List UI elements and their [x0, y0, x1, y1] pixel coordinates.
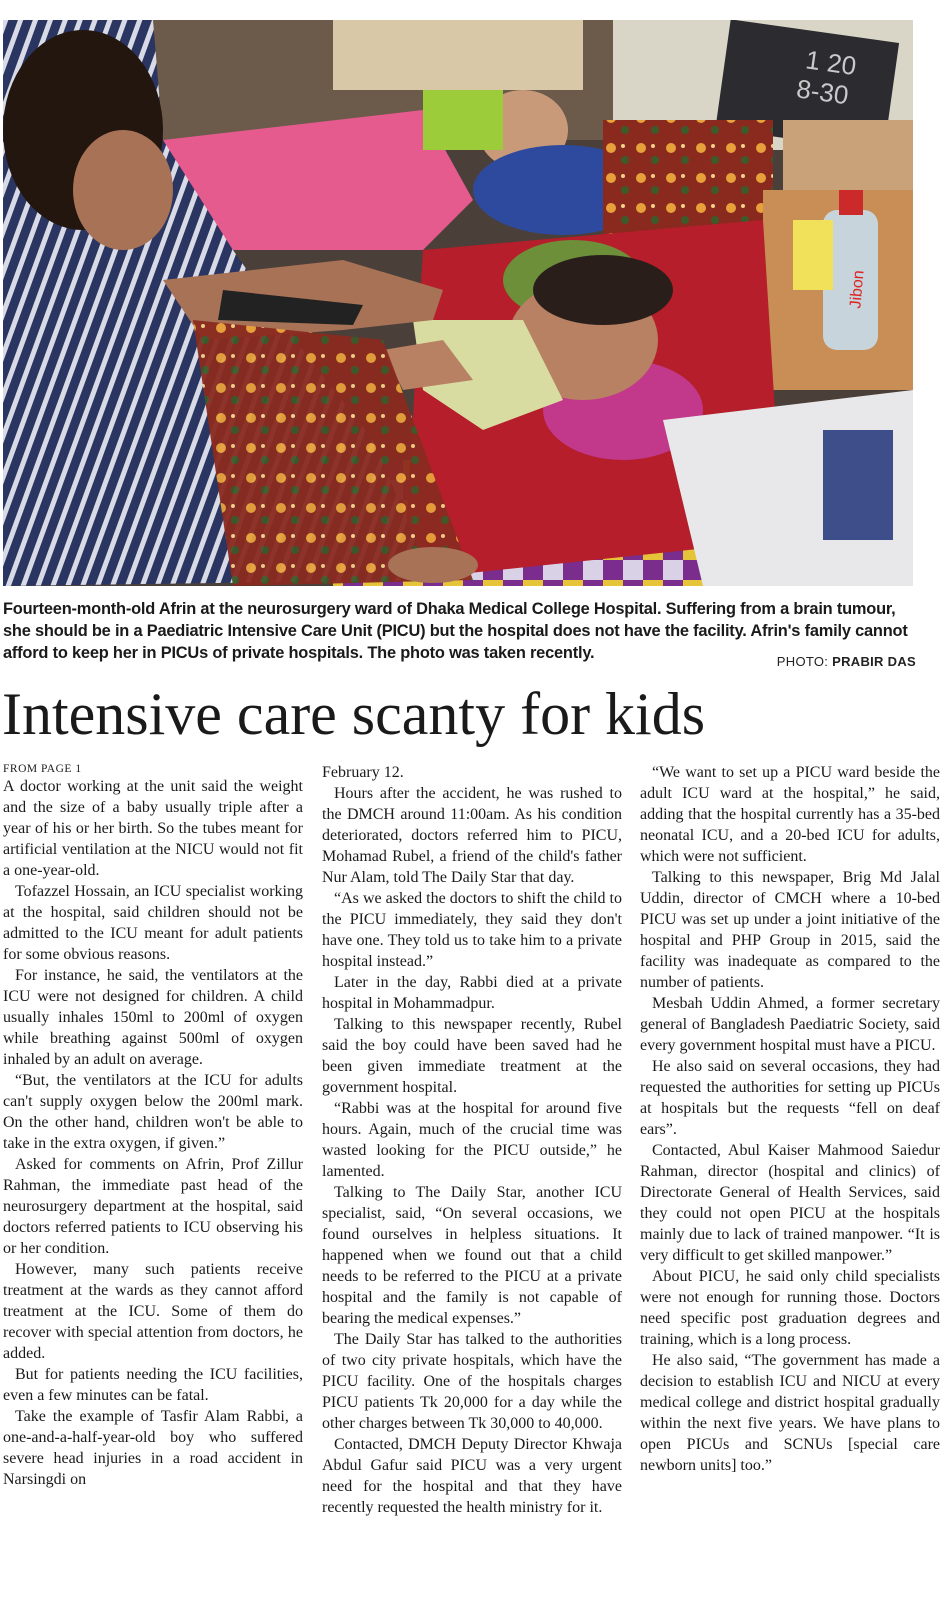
paragraph: Take the example of Tasfir Alam Rabbi, a one-and-a-half-year-old boy who suffered severe head injuries in a road accident in Narsingdi on: [3, 1408, 303, 1488]
paragraph: Talking to this newspaper recently, Rubel said the boy could have been saved had he been given immediate treatment at the government hospital.: [322, 1016, 622, 1096]
pack-text-1: 1 20: [803, 44, 859, 82]
paragraph: Talking to The Daily Star, another ICU specialist, said, “On several occasions, we found ourselves in helpless situations. It happened when we found out that a child needs to be referred to the PICU at a private hospital and the family is not capable of bearing the medical expenses.”: [322, 1184, 622, 1327]
paragraph: Later in the day, Rabbi died at a private hospital in Mohammadpur.: [322, 974, 622, 1012]
paragraph: He also said on several occasions, they had requested the authorities for setting up PICUs at hospitals but the requests “fell on deaf ears”.: [640, 1058, 940, 1138]
paragraph: He also said, “The government has made a decision to establish ICU and NICU at every medical college and district hospital gradually within the next five years. We have plans to open PICUs and SCNUs [special care newborn units] too.”: [640, 1352, 940, 1474]
paragraph: Hours after the accident, he was rushed to the DMCH around 11:00am. As his condition deteriorated, doctors referred him to PICU, Mohamad Rubel, a friend of the child's father Nur Alam, told The Daily Star that day.: [322, 785, 622, 886]
paragraph: Talking to this newspaper, Brig Md Jalal Uddin, director of CMCH where a 10-bed PICU was set up under a joint initiative of the hospital and PHP Group in 2015, said the facility was inadequate as compared to the number of patients.: [640, 869, 940, 991]
paragraph: “As we asked the doctors to shift the child to the PICU immediately, they said they don't have one. They told us to take him to a private hospital instead.”: [322, 890, 622, 970]
paragraph: Contacted, Abul Kaiser Mahmood Saiedur Rahman, director (hospital and clinics) of Directorate General of Health Services, said they could not open PICU at the hospitals mainly due to lack of trained manpower. “It is very difficult to get skilled manpower.”: [640, 1142, 940, 1264]
paragraph: Mesbah Uddin Ahmed, a former secretary general of Bangladesh Paediatric Society, said every government hospital must have a PICU.: [640, 995, 940, 1054]
photo-credit: [777, 654, 916, 669]
paragraph: “We want to set up a PICU ward beside the adult ICU ward at the hospital,” he said, adding that the hospital currently has a 35-bed neonatal ICU, and a 20-bed ICU for adults, which were not sufficient.: [640, 764, 940, 865]
paragraph: “Rabbi was at the hospital for around five hours. Again, much of the crucial time was wasted looking for the PICU outside,” he lamented.: [322, 1100, 622, 1180]
paragraph: A doctor working at the unit said the weight and the size of a baby usually triple after a year of his or her birth. So the tubes meant for artificial ventilation at the NICU would not fit a one-year-old.: [3, 778, 303, 879]
bottle-label: Jibon: [847, 269, 868, 310]
paragraph: About PICU, he said only child specialists were not enough for running those. Doctors need specific post graduation degrees and training, which is a long process.: [640, 1268, 940, 1348]
photo-credit-name: PRABIR DAS: [832, 654, 916, 669]
pack-text-2: 8-30: [794, 73, 851, 111]
photo-caption: Fourteen-month-old Afrin at the neurosurgery ward of Dhaka Medical College Hospital. Suffering from a brain tumour, she should be in a Paediatric Intensive Care Unit (PICU) but the hospital does not have the facility. Afrin's family cannot afford to keep her in PICUs of private hospitals. The photo was taken recently.: [3, 600, 908, 662]
paragraph: The Daily Star has talked to the authorities of two city private hospitals, which have the PICU facility. One of the hospitals charges PICU patients Tk 20,000 for a day while the other charges between Tk 30,000 to 40,000.: [322, 1331, 622, 1432]
paragraph: Tofazzel Hossain, an ICU specialist working at the hospital, said children should not be admitted to the ICU meant for adult patients for some obvious reasons.: [3, 883, 303, 963]
paragraph: Asked for comments on Afrin, Prof Zillur Rahman, the immediate past head of the neurosurgery department at the hospital, said doctors referred patients to ICU observing his or her condition.: [3, 1156, 303, 1257]
paragraph: However, many such patients receive treatment at the wards as they cannot afford treatment at the ICU. Some of them do recover with special attention from doctors, he added.: [3, 1261, 303, 1362]
news-photo: [3, 20, 913, 586]
article-column-2: [322, 762, 622, 1624]
paragraph: Contacted, DMCH Deputy Director Khwaja Abdul Gafur said PICU was a very urgent need for the hospital and that they have recently requested the health ministry for it.: [322, 1436, 622, 1516]
kicker: FROM PAGE 1: [3, 763, 82, 775]
paragraph: “But, the ventilators at the ICU for adults can't supply oxygen below the 200ml mark. On the other hand, children won't be able to take in the extra oxygen, if given.”: [3, 1072, 303, 1152]
article-column-1: [3, 762, 303, 1624]
paragraph: For instance, he said, the ventilators at the ICU were not designed for children. A child usually inhales 150ml to 200ml of oxygen while breathing against 500ml of oxygen inhaled by an adult on average.: [3, 967, 303, 1068]
paragraph: February 12.: [322, 764, 404, 781]
article-column-3: [640, 762, 940, 1624]
paragraph: But for patients needing the ICU facilities, even a few minutes can be fatal.: [3, 1366, 303, 1404]
headline: Intensive care scanty for kids: [2, 681, 706, 747]
photo-credit-label: PHOTO:: [776, 654, 833, 669]
photo-image: [3, 20, 913, 586]
